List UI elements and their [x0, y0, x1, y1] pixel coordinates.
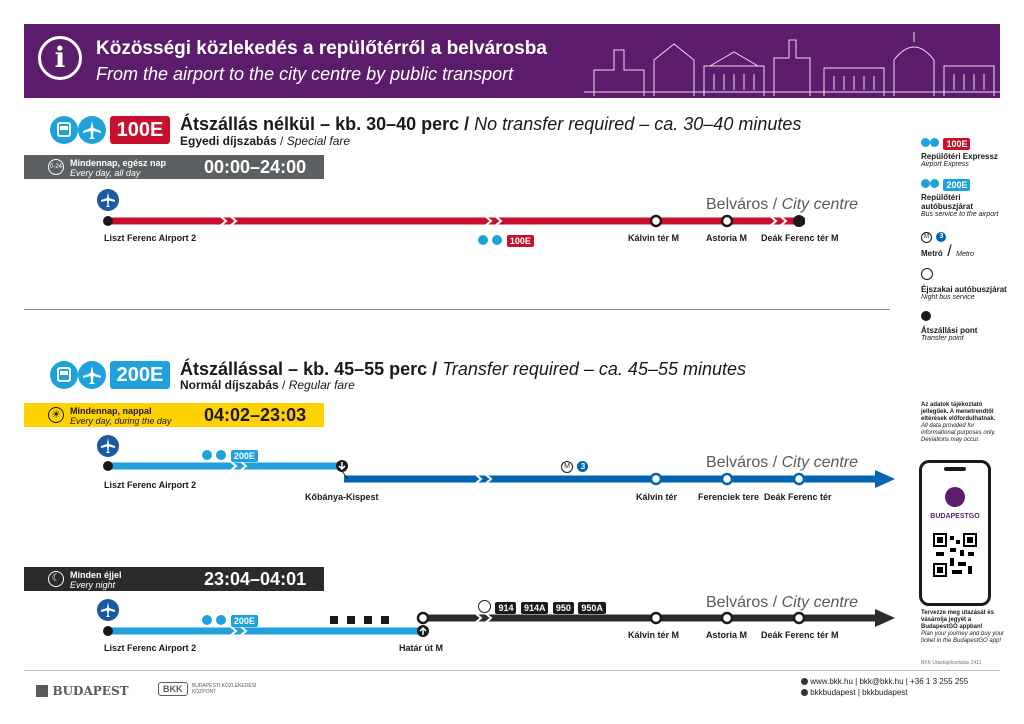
route-100e-badge: 100E — [110, 116, 170, 144]
facebook-icon — [801, 689, 808, 696]
legend-item: 200E Repülőtéri autóbuszjárat Bus service to the airport — [921, 180, 999, 218]
route-200e-fare: Normál díjszabás / Regular fare — [180, 378, 355, 392]
route-200e-day-destination: Belváros / City centre — [706, 454, 859, 471]
airplane-icon — [78, 361, 106, 389]
airplane-icon — [216, 615, 226, 625]
transfer-icon — [921, 311, 931, 321]
route-200e-night-bus-marker: 200E — [202, 611, 258, 629]
bus-icon — [50, 361, 78, 389]
route-200e-badge: 200E — [110, 361, 170, 389]
stop-label: Kálvin tér M — [628, 233, 680, 243]
header-banner — [24, 24, 1000, 98]
stop-airport — [103, 461, 113, 471]
stop-label: Liszt Ferenc Airport 2 — [104, 233, 197, 243]
night-bus-icon — [478, 600, 491, 613]
legend-note: Az adatok tájékoztató jellegűek. A menetrendtől eltérések előfordulhatnak. All data provided for informational purposes only. Deviations may occur. — [921, 402, 996, 443]
night-bus-icon — [921, 268, 933, 280]
route-100e-title: Átszállás nélkül – kb. 30–40 perc / No transfer required – ca. 30–40 minutes — [180, 114, 802, 134]
airplane-icon — [78, 116, 106, 144]
stop-astoria — [722, 216, 732, 226]
airplane-icon — [216, 450, 226, 460]
airplane-icon — [492, 235, 502, 245]
metro-icon: M — [921, 232, 932, 243]
stop-ferenciek — [722, 474, 732, 484]
legend-item: Éjszakai autóbuszjárat Night bus service — [921, 267, 1013, 302]
bus-icon — [478, 235, 488, 245]
stop-deak — [794, 474, 804, 484]
stop-label: Deák Ferenc tér M — [761, 233, 839, 243]
stop-astoria — [722, 613, 732, 623]
route-200e-night-timebar: ☾ Minden éjjel Every night 23:04–04:01 — [24, 567, 324, 591]
stop-airport — [103, 216, 113, 226]
legend-item: Átszállási pont Transfer point — [921, 308, 1013, 343]
stop-label: Kálvin tér — [636, 492, 678, 502]
stop-label: Astoria M — [706, 233, 748, 243]
header-title: Közösségi közlekedés a repülőtérről a belvárosba — [96, 38, 547, 59]
route-200e-day-timebar: ☀ Mindennap, nappal Every day, during the day 04:02–23:03 — [24, 403, 324, 427]
info-icon: i — [38, 36, 82, 80]
section-divider — [24, 309, 890, 310]
moon-icon: ☾ — [48, 571, 64, 587]
route-200e-day-bus-marker: 200E — [202, 446, 258, 464]
coat-of-arms-icon — [36, 685, 48, 697]
footer-divider — [24, 670, 1000, 671]
bus-icon — [921, 179, 930, 188]
airplane-icon — [930, 179, 939, 188]
stop-label: Astoria M — [706, 630, 748, 640]
route-200e-metro-marker: M 3 — [561, 458, 588, 476]
budapest-skyline-icon — [584, 30, 1000, 96]
footer-social: bkkbudapest | bkkbudapest — [801, 688, 908, 697]
legend-item: 100E Repülőtéri Expressz Airport Express — [921, 139, 998, 168]
phone-notch — [944, 467, 966, 471]
budapestgo-logo-icon — [945, 487, 965, 507]
legend-item: M 3 Metró / Metro — [921, 233, 975, 260]
metro-icon: M — [561, 461, 573, 473]
stop-kalvin — [651, 474, 661, 484]
stop-deak — [794, 613, 804, 623]
publication-code: BKK Utastájékoztatás 2411 — [921, 660, 982, 666]
phone-app-promo: BUDAPESTGO — [919, 460, 991, 606]
stop-airport — [103, 626, 113, 636]
stop-label: Liszt Ferenc Airport 2 — [104, 480, 197, 490]
route-100e-fare: Egyedi díjszabás / Special fare — [180, 134, 351, 148]
route-200e-title: Átszállással – kb. 45–55 perc / Transfer required – ca. 45–55 minutes — [180, 359, 747, 379]
stop-hatar-ut — [418, 613, 428, 623]
bkk-logo: BKK BUDAPESTI KÖZLEKEDÉSI KÖZPONT — [158, 680, 258, 698]
bus-icon — [50, 116, 78, 144]
header-subtitle: From the airport to the city centre by public transport — [96, 64, 514, 84]
app-promo-text: Tervezze meg utazását és vásárolja jegyét a BudapestGO appban! Plan your journey and buy your ticket in the BudapestGO app! — [921, 610, 1005, 644]
stop-label: Liszt Ferenc Airport 2 — [104, 643, 197, 653]
stop-label: Kőbánya-Kispest — [305, 492, 379, 502]
route-100e-mid-marker: 100E — [478, 231, 534, 249]
legend — [921, 134, 1013, 343]
bus-icon — [921, 138, 930, 147]
airplane-icon — [930, 138, 939, 147]
stop-label: Határ út M — [399, 643, 444, 653]
budapest-logo: BUDAPEST — [36, 682, 129, 700]
bus-icon — [202, 615, 212, 625]
stop-label: Deák Ferenc tér M — [761, 630, 839, 640]
route-200e-night-destination: Belváros / City centre — [706, 594, 859, 611]
stop-kalvin — [651, 216, 661, 226]
clock-24-icon: 0-24 — [48, 159, 64, 175]
info-icon — [801, 678, 808, 685]
route-100e-destination: Belváros / City centre — [706, 196, 859, 213]
stop-kalvin — [651, 613, 661, 623]
bus-icon — [202, 450, 212, 460]
stop-deak — [793, 215, 805, 227]
route-100e-timebar: 0-24 Mindennap, egész nap Every day, all day 00:00–24:00 — [24, 155, 324, 179]
sun-icon: ☀ — [48, 407, 64, 423]
footer-contact: www.bkk.hu | bkk@bkk.hu | +36 1 3 255 255 — [801, 677, 968, 686]
night-bus-badges: 914 914A 950 950A — [478, 598, 606, 616]
stop-label: Kálvin tér M — [628, 630, 680, 640]
stop-label: Ferenciek tere — [698, 492, 760, 502]
qr-code-icon — [933, 533, 977, 577]
stop-label: Deák Ferenc tér — [764, 492, 832, 502]
